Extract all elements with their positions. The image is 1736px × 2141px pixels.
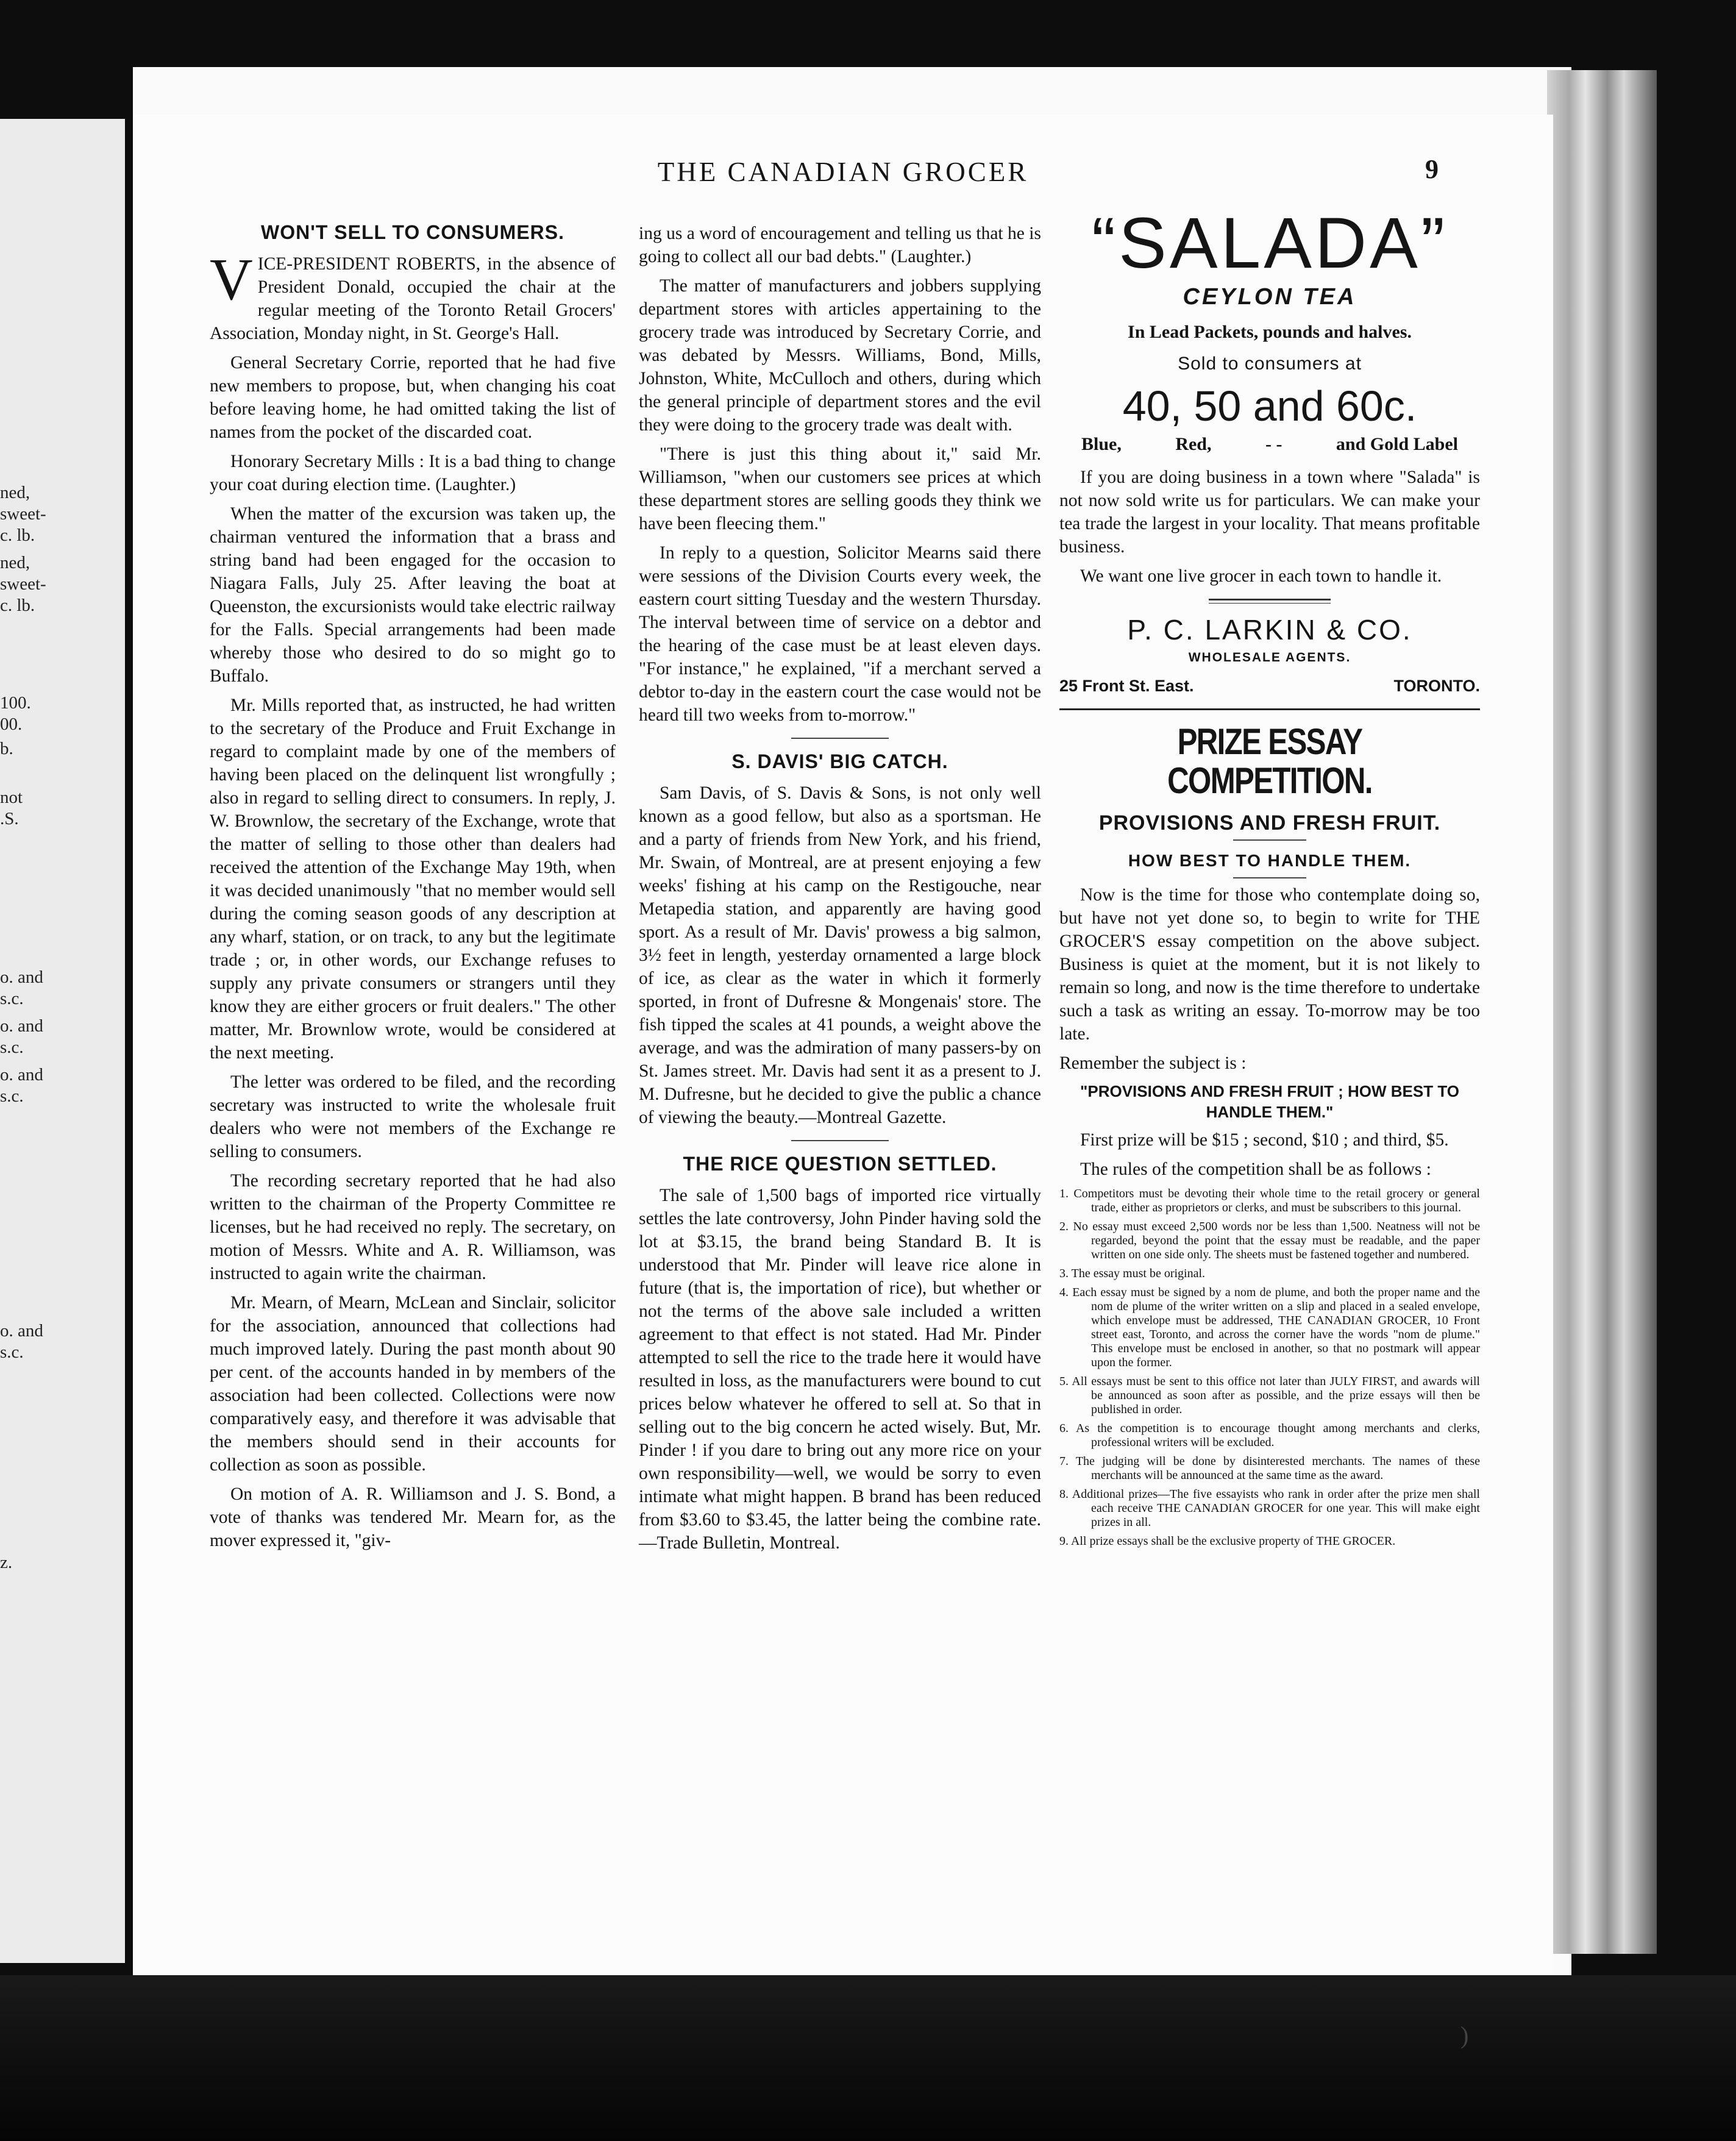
salada-brand: “SALADA” bbox=[1091, 203, 1448, 283]
facing-page-line: o. and bbox=[0, 1065, 43, 1085]
facing-page-line: sweet- bbox=[0, 504, 46, 524]
facing-page-line: ned, bbox=[0, 483, 30, 502]
page-number: 9 bbox=[1425, 154, 1439, 184]
article-paragraph: Honorary Secretary Mills : It is a bad thing to change your coat during election time. (Laughter.) bbox=[210, 452, 616, 494]
ad-packets: In Lead Packets, pounds and halves. bbox=[1128, 322, 1412, 342]
facing-page-line: .S. bbox=[0, 809, 19, 828]
rule-item: 2. No essay must exceed 2,500 words nor be less than 1,500. Neatness will not be regarded, beyond the point that the essay must be readable, and the paper written on one side only. The sheets must be fastened together and numbered. bbox=[1059, 1220, 1480, 1261]
rule-item: 6. As the competition is to encourage thought among merchants and clerks, professional writers will be excluded. bbox=[1059, 1422, 1480, 1449]
newspaper-page bbox=[133, 115, 1553, 1980]
ad-company: P. C. LARKIN & CO. bbox=[1127, 614, 1412, 646]
rule-item: 4. Each essay must be signed by a nom de plume, and both the proper name and the nom de plume of the writer written on a slip and placed in a sealed envelope, which envelope must be addressed, THE CANADIAN GROCER, 10 Front street east, Toronto, and across the corner have the words "nom de plume." This envelope must be enclosed in another, so that no postmark will appear upon the former. bbox=[1059, 1286, 1480, 1369]
topic-divider bbox=[1233, 877, 1306, 878]
ad-prices: 40, 50 and 60c. bbox=[1122, 382, 1417, 430]
label-dashes: - - bbox=[1265, 434, 1282, 454]
article-paragraph: ing us a word of encouragement and telling us that he is going to collect all our bad debts." (Laughter.) bbox=[639, 224, 1041, 266]
ad-divider bbox=[1209, 599, 1331, 604]
prize-essay-title: PRIZE ESSAY COMPETITION. bbox=[1167, 721, 1372, 801]
article-paragraph: The recording secretary reported that he had also written to the chairman of the Property Committee re licenses, but he had received no reply. The secretary, on motion of Messrs. White and A. R. Williamson, was instructed to again write the chairman. bbox=[210, 1171, 616, 1283]
ad-body: If you are doing business in a town where "Salada" is not now sold write us for particulars. We can make your tea trade the largest in your locality. That means profitable business. bbox=[1059, 468, 1480, 557]
page-header: THE CANADIAN GROCER bbox=[657, 157, 1029, 187]
ad-city: TORONTO. bbox=[1393, 677, 1480, 695]
facing-page-fragment bbox=[0, 119, 125, 1963]
ad-sold: Sold to consumers at bbox=[1178, 354, 1362, 374]
facing-page-line: 00. bbox=[0, 714, 23, 734]
facing-page-line: o. and bbox=[0, 967, 43, 987]
drop-cap: V bbox=[210, 247, 253, 313]
facing-page-line: sweet- bbox=[0, 574, 46, 594]
facing-page-line: c. lb. bbox=[0, 525, 35, 545]
facing-page-line: 100. bbox=[0, 693, 31, 713]
facing-page-line: s.c. bbox=[0, 989, 24, 1008]
column-1 bbox=[210, 212, 616, 1558]
column-2 bbox=[639, 222, 1041, 1561]
facing-page-line: b. bbox=[0, 739, 13, 758]
facing-page-line: o. and bbox=[0, 1321, 43, 1341]
facing-page-line: s.c. bbox=[0, 1342, 24, 1362]
topic-divider bbox=[1233, 839, 1306, 841]
article-paragraph: The matter of manufacturers and jobbers supplying department stores with articles appertaining to the grocery trade was introduced by Secretary Corrie, and was debated by Messrs. Williams, Bond, Mills, Johnston, White, McCulloch and others, during which the general principle of department stores and the evil they were doing to the grocery trade was dealt with. bbox=[639, 276, 1041, 435]
article-paragraph: The sale of 1,500 bags of imported rice virtually settles the late controversy, John Pinder having sold the lot at $3.15, the brand being Standard B. It is understood that Mr. Pinder will leave rice alone in future (that is, the importation of rice), but whether or not the terms of the above sale included a written agreement to that effect is not stated. Had Mr. Pinder attempted to sell the rice to the trade here it would have resulted in loss, as the manufacturers were bound to cut prices below whatever he offered to sell at. So that in selling out to the big concern he acted wisely. But, Mr. Pinder ! if you dare to bring out any more rice on your own responsibility—well, we would be sorry to even intimate what might happen. B brand has been reduced from $3.60 to $3.45, the latter being the combine rate.—Trade Bulletin, Montreal. bbox=[639, 1186, 1041, 1553]
article-paragraph: VICE-PRESIDENT ROBERTS, in the absence of President Donald, occupied the chair at the regular meeting of the Toronto Retail Grocers' Association, Monday night, in St. George's Hall. bbox=[210, 247, 616, 343]
ceylon-tea-subtitle: CEYLON TEA bbox=[1183, 284, 1357, 310]
article-paragraph: Mr. Mills reported that, as instructed, he had written to the secretary of the Produce and Fruit Exchange in regard to complaint made by one of the members of having been placed on the delinquent list wrongfully ; also in regard to selling direct to consumers. In reply, J. W. Brownlow, the secretary of the Exchange, wrote that the matter of selling to those other than dealers had received the attention of the Exchange May 19th, when it was decided unanimously "that no member would sell during the coming season goods of any description at any wharf, station, or on track, to any but the legitimate trade ; or, in other words, our Exchange refuses to supply any private consumers or strangers until they know they are either grocers or fruit dealers." The other matter, Mr. Brownlow wrote, would be considered at the next meeting. bbox=[210, 696, 616, 1063]
stray-mark: ) bbox=[1460, 2022, 1469, 2049]
prize-amounts: First prize will be $15 ; second, $10 ; and third, $5. bbox=[1080, 1130, 1449, 1150]
label-gold: and Gold Label bbox=[1336, 434, 1458, 454]
prize-topic: PROVISIONS AND FRESH FRUIT. bbox=[1098, 811, 1441, 835]
ad-agents: WHOLESALE AGENTS. bbox=[1188, 650, 1351, 664]
article-paragraph: In reply to a question, Solicitor Mearns said there were sessions of the Division Courts every week, the eastern court sitting Tuesday and the western Thursday. The interval between time of service on a debtor and the hearing of the case must be at least eleven days. "For instance," he explained, "if a merchant served a debtor to-day in the eastern court the case would not be heard till two weeks from to-morrow." bbox=[639, 543, 1041, 725]
label-blue: Blue, bbox=[1081, 434, 1122, 454]
prize-subject: "PROVISIONS AND FRESH FRUIT ; HOW BEST TO HANDLE THEM." bbox=[1080, 1082, 1459, 1121]
rule-item: 9. All prize essays shall be the exclusive property of THE GROCER. bbox=[1059, 1534, 1396, 1548]
prize-remember: Remember the subject is : bbox=[1059, 1053, 1247, 1073]
article-paragraph: "There is just this thing about it," said Mr. Williamson, "when our customers see prices at which these department stores are selling goods they think we have been fleecing them." bbox=[639, 444, 1041, 533]
column-3 bbox=[1059, 203, 1480, 1553]
section-divider bbox=[791, 1140, 889, 1141]
headline-rice-question: THE RICE QUESTION SETTLED. bbox=[683, 1153, 997, 1175]
ad-labels bbox=[1059, 433, 1480, 456]
article-paragraph: On motion of A. R. Williamson and J. S. Bond, a vote of thanks was tendered Mr. Mearn for, as the mover expressed it, "giv- bbox=[210, 1484, 616, 1550]
column-rule bbox=[1059, 708, 1480, 710]
article-paragraph: The letter was ordered to be filed, and the recording secretary was instructed to write the wholesale fruit dealers who were not members of the Exchange re selling to consumers. bbox=[210, 1072, 616, 1161]
rule-item: 5. All essays must be sent to this office not later than JULY FIRST, and awards will be announced as soon after as possible, and the prize essays will then be published in order. bbox=[1059, 1375, 1480, 1416]
label-red: Red, bbox=[1175, 434, 1212, 454]
ad-address-row bbox=[1059, 674, 1480, 697]
book-edge bbox=[1547, 70, 1657, 1954]
facing-page-line: o. and bbox=[0, 1016, 43, 1036]
facing-page-line: s.c. bbox=[0, 1086, 24, 1106]
rule-item: 3. The essay must be original. bbox=[1059, 1267, 1206, 1280]
rule-item: 1. Competitors must be devoting their whole time to the retail grocery or general trade, either as proprietors or clerks, and must be subscribers to this journal. bbox=[1059, 1187, 1480, 1214]
ad-address: 25 Front St. East. bbox=[1059, 677, 1194, 695]
facing-page-line: z. bbox=[0, 1553, 13, 1572]
prize-intro: Now is the time for those who contemplate doing so, but have not yet done so, to begin to write for THE GROCER'S essay competition on the above subject. Business is quiet at the moment, but it is not likely to remain so long, and now is the time therefore to undertake such a task as writing an essay. To-morrow may be too late. bbox=[1059, 885, 1480, 1044]
rule-item: 8. Additional prizes—The five essayists who rank in order after the prize men shall each receive THE CANADIAN GROCER for one year. This will make eight prizes in all. bbox=[1059, 1487, 1480, 1529]
headline-davis-catch: S. DAVIS' BIG CATCH. bbox=[731, 750, 948, 772]
article-paragraph: When the matter of the excursion was taken up, the chairman ventured the information that a brass and string band had been engaged for the occasion to Niagara Falls, July 25. After leaving the boat at Queenston, the excursionists would take electric railway for the Falls. Special arrangements had been made whereby those who desired to do so might go to Buffalo. bbox=[210, 504, 616, 686]
rule-item: 7. The judging will be done by disinterested merchants. The names of these merchants will be announced at the same time as the award. bbox=[1059, 1455, 1480, 1482]
article-paragraph: General Secretary Corrie, reported that he had five new members to propose, but, when changing his coat before leaving home, he had omitted taking the list of names from the pocket of the discarded coat. bbox=[210, 353, 616, 442]
section-divider bbox=[791, 738, 889, 739]
facing-page-line: c. lb. bbox=[0, 596, 35, 615]
scan-shadow bbox=[0, 1975, 1736, 2141]
facing-page-line: ned, bbox=[0, 553, 30, 572]
article-paragraph: Mr. Mearn, of Mearn, McLean and Sinclair, solicitor for the association, announced that collections had much improved lately. During the past month about 90 per cent. of the accounts handed in by members of the association had been collected. Collections were now comparatively easy, and therefore it was advisable that the members should send in their accounts for collection as soon as possible. bbox=[210, 1293, 616, 1475]
rules-list bbox=[1059, 1187, 1480, 1548]
rules-intro: The rules of the competition shall be as follows : bbox=[1080, 1160, 1431, 1179]
prize-how: HOW BEST TO HANDLE THEM. bbox=[1128, 851, 1412, 870]
article-paragraph: Sam Davis, of S. Davis & Sons, is not only well known as a good fellow, but also as a sportsman. He and a party of friends from New York, and his friend, Mr. Swain, of Montreal, are at present enjoying a few weeks' fishing at his camp on the Restigouche, near Metapedia station, and apparently are having good sport. As a result of Mr. Davis' prowess a big salmon, 3½ feet in length, yesterday ornamented a large block of ice, as clear as the water in which it formerly sported, in front of Dufresne & Mongenais' store. The fish tipped the scales at 41 pounds, a weight above the average, and was the admiration of many passers-by on St. James street. Mr. Davis had sent it as a present to J. M. Dufresne, but he decided to give the public a chance of viewing the beauty.—Montreal Gazette. bbox=[639, 783, 1041, 1127]
facing-page-line: not bbox=[0, 788, 23, 807]
facing-page-line: s.c. bbox=[0, 1038, 24, 1057]
headline-wont-sell: WON'T SELL TO CONSUMERS. bbox=[261, 221, 564, 243]
ad-body: We want one live grocer in each town to handle it. bbox=[1080, 566, 1442, 586]
